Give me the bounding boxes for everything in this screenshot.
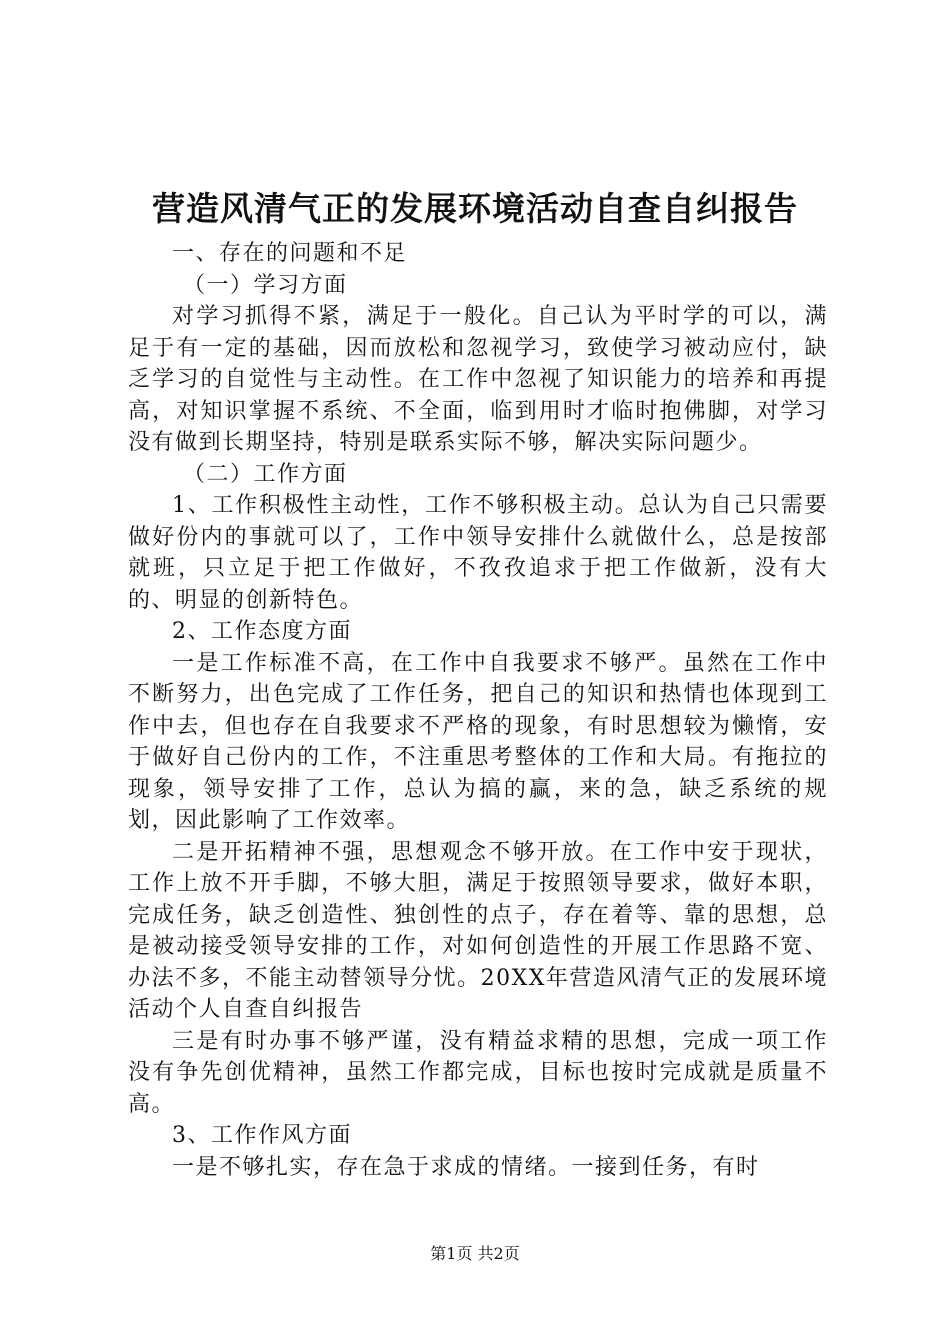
document-body	[128, 238, 828, 1183]
heading-work-style: 3、工作作风方面	[172, 1123, 352, 1148]
subsection-heading-study: （一）学习方面	[183, 272, 348, 298]
subsection-heading-work: （二）工作方面	[183, 461, 348, 487]
page-footer: 第1页 共2页	[430, 1244, 520, 1263]
heading-work-attitude: 2、工作态度方面	[172, 619, 352, 644]
paragraph-attitude-3: 三是有时办事不够严谨，没有精益求精的思想，完成一项工作没有争先创优精神，虽然工作都完成，目标也按时完成就是质量不高。	[128, 1028, 828, 1117]
paragraph-study: 对学习抓得不紧，满足于一般化。自己认为平时学的可以，满足于有一定的基础，因而放松和忽视学习，致使学习被动应付，缺乏学习的自觉性与主动性。在工作中忽视了知识能力的培养和再提高，对知识掌握不系统、不全面，临到用时才临时抱佛脚，对学习没有做到长期坚持，特别是联系实际不够，解决实际问题少。	[128, 304, 828, 455]
paragraph-attitude-2: 二是开拓精神不强，思想观念不够开放。在工作中安于现状，工作上放不开手脚，不够大胆，满足于按照领导要求，做好本职，完成任务，缺乏创造性、独创性的点子，存在着等、靠的思想，总是被动接受领导安排的工作，对如何创造性的开展工作思路不宽、办法不多，不能主动替领导分忧。20XX年营造风清气正的发展环境活动个人自查自纠报告	[128, 839, 828, 1022]
paragraph-attitude-1: 一是工作标准不高，在工作中自我要求不够严。虽然在工作中不断努力，出色完成了工作任务，把自己的知识和热情也体现到工作中去，但也存在自我要求不严格的现象，有时思想较为懒惰，安于做好自己份内的工作，不注重思考整体的工作和大局。有拖拉的现象，领导安排了工作，总认为搞的赢，来的急，缺乏系统的规划，因此影响了工作效率。	[128, 650, 828, 833]
section-heading-problems: 一、存在的问题和不足	[172, 241, 408, 266]
document-title: 营造风清气正的发展环境活动自查自纠报告	[152, 189, 798, 228]
paragraph-work-initiative: 1、工作积极性主动性，工作不够积极主动。总认为自己只需要做好份内的事就可以了，工作中领导安排什么就做什么，总是按部就班，只立足于把工作做好，不孜孜追求于把工作做新，没有大的、明显的创新特色。	[128, 493, 828, 613]
paragraph-style-1: 一是不够扎实，存在急于求成的情绪。一接到任务，有时	[172, 1154, 760, 1180]
